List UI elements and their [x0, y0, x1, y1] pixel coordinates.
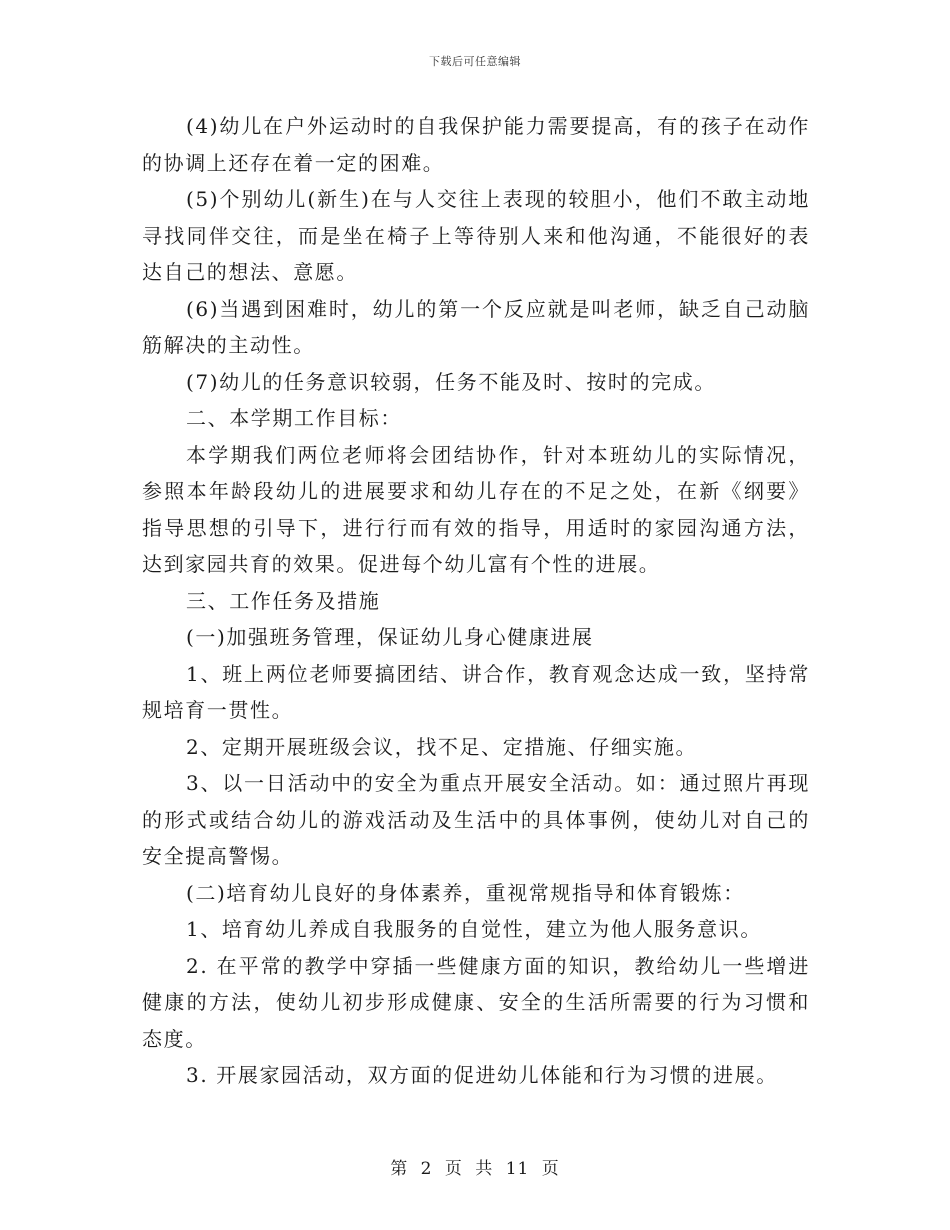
paragraph-goals: 本学期我们两位老师将会团结协作，针对本班幼儿的实际情况，参照本年龄段幼儿的进展要求和幼儿存在的不足之处，在新《纲要》指导思想的引导下，进行行而有效的指导，用适时的家园沟通方法，达到家园共育的效果。促进每个幼儿富有个性的进展。: [142, 442, 810, 576]
subheading-physical-quality: (二)培育幼儿良好的身体素养，重视常规指导和体育锻炼：: [186, 880, 745, 905]
paragraph-7: (7)幼儿的任务意识较弱，任务不能及时、按时的完成。: [186, 369, 716, 394]
section-heading-goals: 二、本学期工作目标：: [186, 406, 402, 430]
paragraph-6: (6)当遇到困难时，幼儿的第一个反应就是叫老师，缺乏自己动脑筋解决的主动性。: [142, 296, 810, 357]
item-2-health-knowledge: 2. 在平常的教学中穿插一些健康方面的知识，教给幼儿一些增进健康的方法，使幼儿初步形成健康、安全的生活所需要的行为习惯和态度。: [142, 953, 810, 1051]
paragraph-5: (5)个别幼儿(新生)在与人交往上表现的较胆小，他们不敢主动地寻找同伴交往，而是坐在椅子上等待别人来和他沟通，不能很好的表达自己的想法、意愿。: [142, 187, 810, 284]
page-header: 下载后可任意编辑: [429, 55, 521, 68]
subheading-class-management: (一)加强班务管理，保证幼儿身心健康进展: [186, 625, 594, 649]
item-3-family-activities: 3. 开展家园活动，双方面的促进幼儿体能和行为习惯的进展。: [186, 1063, 778, 1087]
section-heading-tasks: 三、工作任务及措施: [186, 588, 381, 613]
item-1-self-service: 1、培育幼儿养成自我服务的自觉性，建立为他人服务意识。: [186, 917, 762, 941]
item-3-safety: 3、以一日活动中的安全为重点开展安全活动。如：通过照片再现的形式或结合幼儿的游戏活动及生活中的具体事例，使幼儿对自己的安全提高警惕。: [142, 771, 810, 868]
item-1-teamwork: 1、班上两位老师要搞团结、讲合作，教育观念达成一致，坚持常规培育一贯性。: [142, 661, 810, 722]
paragraph-4: (4)幼儿在户外运动时的自我保护能力需要提高，有的孩子在动作的协调上还存在着一定的困难。: [142, 114, 810, 175]
document-body: [142, 108, 810, 1094]
item-2-meetings: 2、定期开展班级会议，找不足、定措施、仔细实施。: [186, 734, 698, 759]
page-footer: 第 2 页 共 11 页: [390, 1159, 560, 1179]
